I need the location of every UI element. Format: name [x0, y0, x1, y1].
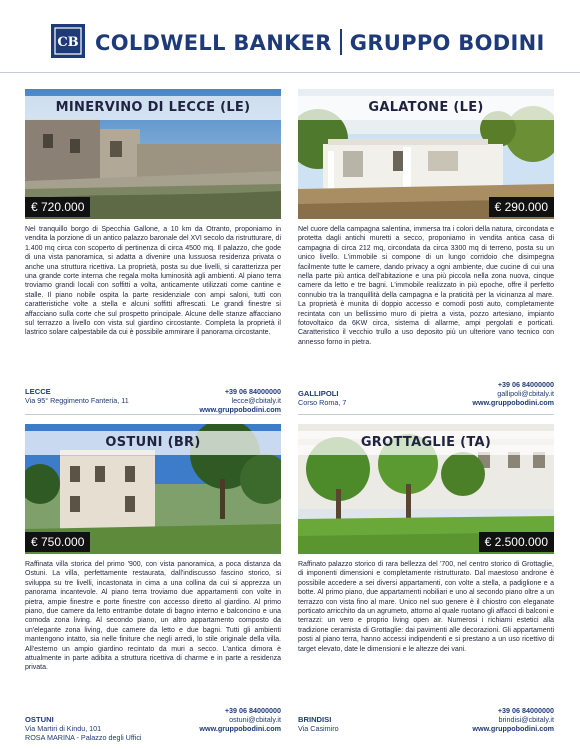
listing-description: Nel tranquillo borgo di Specchia Gallone, a 10 km da Otranto, proponiamo in vendita la porzione di un antico palazzo baronale del XVI secolo da ristrutturare, di 1.400 mq circa con scoperto di pertinenza di circa 4500 mq. Il palazzo, che gode di una vista panoramica, si adatta a divenire una lussuosa residenza privata o anche una struttura ricettiva. La proprietà, posta su due livelli, si caratterizza per una grande corte interna che regala molta luminosità agli ambienti. Al piano terra troviamo grandi locali con soffitti a volta, anticamente utilizzati come cantine e stalle. Il piano nobile ospita la parte residenziale con ampi saloni, tutti con caratteristiche volte a stella e alcuni soffitti affrescati. Le grandi finestre si affacciano sulla corte che sul prospetto principale. Alcune delle stanze affacciano sul terrazzo a livello con vista sul giardino circostante. Completa la proprietà il lastrico solare calpestabile da cui è possibile ammirare il panorama circostante.: [25, 226, 281, 337]
page-header: [0, 0, 580, 70]
office-phone[interactable]: +39 06 84000000: [497, 706, 554, 715]
office-address: Via 95° Reggimento Fanteria, 11: [25, 396, 129, 405]
office-email-link[interactable]: lecce@cbitaly.it: [231, 396, 281, 405]
office-phone[interactable]: +39 06 84000000: [497, 380, 554, 389]
office-website-link[interactable]: www.gruppobodini.com: [199, 405, 281, 414]
listing-title: GROTTAGLIE (TA): [298, 431, 554, 455]
listing-description: Raffinato palazzo storico di rara bellezza del '700, nel centro storico di Grottaglie, di imponenti dimensioni e completamente ristrutturato. Dal maestoso androne è possibile accedere a sei diversi appartamenti, con volte a stella, a padiglione e a botte. Al primo piano, due appartamenti nobiliari e uno al secondo piano oltre a un terrazzo con vista fino al mare. Unico nel suo genere è il chiostro con eleganate porticato arricchito da un agrumeto, attorno al quale ruotano gli affacci di balconi e terrazzi: un vero e proprio living open air. Numerosi i richiami estetici alla tradizione ceramista di Grottaglie: dai pavimenti alle decorazioni. Gli appartamenti posti al piano terra, hanno accessi indipendenti e si prestano a un uso ricettivo di target elevato, date le dimensioni e le altezze dei vani.: [298, 561, 554, 653]
listing-price: € 290.000: [489, 197, 554, 217]
office-email-link[interactable]: ostuni@cbitaly.it: [229, 715, 281, 724]
coldwell-banker-logo-icon: [51, 24, 85, 58]
brand-left: COLDWELL BANKER: [95, 31, 332, 55]
section-divider: [25, 414, 281, 415]
office-website-link[interactable]: www.gruppobodini.com: [472, 398, 554, 407]
listing-title: GALATONE (LE): [298, 96, 554, 120]
office-address: Via Casimiro: [298, 724, 339, 733]
office-address: Via Martiri di Kindu, 101: [25, 724, 102, 733]
listing-title: MINERVINO DI LECCE (LE): [25, 96, 281, 120]
listing-title: OSTUNI (BR): [25, 431, 281, 455]
section-divider: [298, 414, 554, 415]
office-phone[interactable]: +39 06 84000000: [224, 706, 281, 715]
brand-right: GRUPPO BODINI: [349, 31, 545, 55]
listing-price: € 720.000: [25, 197, 90, 217]
logo-letters: CB: [57, 35, 79, 50]
office-city: OSTUNI: [25, 715, 54, 724]
office-city: LECCE: [25, 387, 51, 396]
brand-separator: [340, 29, 342, 55]
office-email-link[interactable]: gallipoli@cbitaly.it: [497, 389, 554, 398]
listing-description: Nel cuore della campagna salentina, immersa tra i colori della natura, circondata e protetta dagli antichi muretti a secco, proponiamo in vendita antica casa di campagna di circa 212 mq, circondata da circa 3300 mq di terreno, posta su un unico livello. L'immobile si compone di un lungo corridoio che disimpegna facilmente tutte le camere, dando privacy a ogni ambiente, due cucine di cui una nella parte più antica dell'abitazione e una più piccola nella zona nuova, cinque camere da letto e tre bagni. L'immobile realizzato in più epoche, offre il perfetto connubio tra la tranquillità della campagna e la praticità per la vicinanza al mare. La proprietà è munita di doppio accesso e comodi posti auto, completamente recintata con un bellissimo muro di pietra a vista, pozzo artesiano, impianto fotovoltaico da 6KW circa, sistema di allarme, ampi pergolati e porticati. Caratteristico il vecchio trullo a uso deposito più un ulteriore vano tecnico con annesso forno in pietra.: [298, 226, 554, 346]
listing-price: € 2.500.000: [479, 532, 554, 552]
office-website-link[interactable]: www.gruppobodini.com: [472, 724, 554, 733]
office-phone[interactable]: +39 06 84000000: [224, 387, 281, 396]
brand-name: [95, 29, 545, 55]
office-website-link[interactable]: www.gruppobodini.com: [199, 724, 281, 733]
office-address-2: ROSA MARINA - Palazzo degli Uffici: [25, 733, 142, 742]
header-divider: [0, 72, 580, 73]
office-city: GALLIPOLI: [298, 389, 339, 398]
listing-price: € 750.000: [25, 532, 90, 552]
office-email-link[interactable]: brindisi@cbitaly.it: [498, 715, 554, 724]
office-address: Corso Roma, 7: [298, 398, 347, 407]
office-city: BRINDISI: [298, 715, 332, 724]
listing-description: Raffinata villa storica del primo '900, con vista panoramica, a poca distanza da Ostuni. La villa, perfettamente restaurata, dall'indiscusso fascino storico, si sviluppa su tre livelli, incastonata in cima a una collina da cui si apprezza un panorama incantevole. Al piano terra troviamo due appartamenti con volte in pietra, ampie finestre e porte finestre con accesso diretto al giardino. Al primo piano, due camere da letto entrambe dotate di bagno interno e balconcino e una comoda zona living. Al secondo piano, un altro appartamento composto da un'elegante zona living, due camere da letto e due bagni. Tutti gli ambienti mantengono intatto, sia nelle finiture che negli arredi, lo stile originale della villa. All'esterno un ampio giardino recintato da muri a secco. L'antica dimora è attualmente in parte adibita a struttura ricettiva di charme e in parte a residenza privata.: [25, 561, 281, 672]
